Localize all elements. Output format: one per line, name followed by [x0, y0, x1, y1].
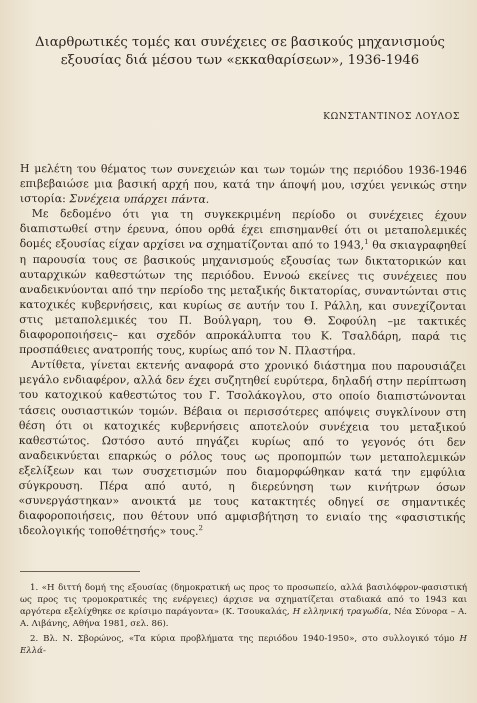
- footnote-1: [20, 582, 467, 630]
- footnote-divider: [20, 571, 140, 572]
- title-line-1: Διαρθρωτικές τομές και συνέχειες σε βασικούς μηχανισμούς: [35, 35, 445, 50]
- paragraph-1-italic: Συνέχεια υπάρχει πάντα.: [69, 192, 210, 207]
- paragraph-2-text-a: Με δεδομένο ότι για τη συγκεκριμένη περίοδο οι συνέχειες έχουν διαπιστωθεί στην έρευνα, όπου ορθά έχει επισημανθεί ότι οι μεταπολεμικές δομές εξουσίας είχαν αρχίσει να σχηματίζονται από το 1943,: [19, 207, 467, 252]
- paragraph-3-text: Αντίθετα, γίνεται εκτενής αναφορά στο χρονικό διάστημα που παρουσιάζει μεγάλο ενδιαφέρον, αλλά δεν έχει συζητηθεί ευρύτερα, δηλαδή στην περίπτωση του κατοχικού καθεστώτος του Γ. Τσολάκογλου, στο οποίο διαπιστώνονται τάσεις ουσιαστικών τομών. Βέβαια οι περισσότερες απόψεις συγκλίνουν στη θέση ότι οι κατοχικές κυβερνήσεις αποτελούν συνέχεια του μεταξικού καθεστώτος. Ωστόσο αυτό πηγάζει κυρίως από το γεγονός ότι δεν αναδεικνύεται επαρκώς ο ρόλος τους ως προπομπών των μεταπολεμικών εξελίξεων και των συσχετισμών που διαμορφώθηκαν κατά την εμφύλια σύγκρουση. Πέρα από αυτό, η διερεύνηση των κινήτρων όσων «συνεργάστηκαν» ανοικτά με τους κατακτητές οδηγεί σε σημαντικές διαφοροποιήσεις, που θέτουν υπό αμφισβήτηση το ενιαίο της «φασιστικής ιδεολογικής τοποθέτησής» τους.: [18, 358, 467, 539]
- footnote-2-text: 2. Βλ. Ν. Σβορώνος, «Τα κύρια προβλήματα της περιόδου 1940-1950», στο συλλογικό τόμο: [30, 634, 460, 645]
- author-name: ΚΩΝΣΤΑΝΤΙΝΟΣ ΛΟΥΛΟΣ: [323, 111, 460, 122]
- paragraph-2: [19, 206, 467, 359]
- footnote-1-text-a: 1. «Η διττή δομή της εξουσίας (δημοκρατική ως προς το προσωπείο, αλλά βασιλόφρον-φασιστική ως προς τις τρομοκρατικές της ενέργειες) άρχισε να σχηματίζεται σταδιακά από το 1943 και αργότερα εξελίχθηκε σε κρίσιμο παράγοντα» (Κ. Τσουκαλάς,: [20, 583, 467, 618]
- paragraph-1: [20, 161, 467, 208]
- title-line-2: εξουσίας διά μέσου των «εκκαθαρίσεων», 1936-1946: [60, 53, 420, 68]
- footnote-2-italic: Η Ελλά-: [20, 634, 467, 657]
- paragraph-3: [18, 357, 466, 540]
- paragraph-1-text: Η μελέτη του θέματος των συνεχειών και των τομών της περιόδου 1936-1946 επιβεβαιώσε μια βασική αρχή που, κατά την άποψή μου, ισχύει γενικώς στην ιστορία:: [19, 161, 467, 206]
- article-title: [30, 34, 450, 70]
- footnote-1-italic: Η ελληνική τραγωδία: [292, 607, 389, 618]
- footnotes: [20, 582, 467, 661]
- paragraph-2-text-b: θα σκιαγραφηθεί η παρουσία τους σε βασικούς μηχανισμούς εξουσίας των δικτατορικών και αυταρχικών καθεστώτων της περιόδου. Εννοώ εκείνες τις συνέχειες που αναδεικνύονται από την περίοδο της μεταξικής δικτατορίας, συναντώνται στις κατοχικές κυβερνήσεις, και κυρίως σε αυτήν του Ι. Ράλλη, και συνεχίζονται στις μεταπολεμικές του Π. Βούλγαρη, του Θ. Σοφούλη –με τακτικές διαφοροποιήσεις– και σχεδόν απροκάλυπτα του Κ. Τσαλδάρη, παρά τις προσπάθειες ανατροπής τους, κυρίως από τον Ν. Πλαστήρα.: [19, 238, 467, 358]
- footnote-ref-2[interactable]: 2: [198, 524, 204, 533]
- footnote-ref-1[interactable]: 1: [364, 238, 369, 247]
- article-body: [18, 161, 467, 540]
- footnote-2: [20, 633, 467, 657]
- footnote-1-text-b: , Νέα Σύνορα – Α. Α. Λιβάνης, Αθήνα 1981, σελ. 86).: [20, 607, 467, 630]
